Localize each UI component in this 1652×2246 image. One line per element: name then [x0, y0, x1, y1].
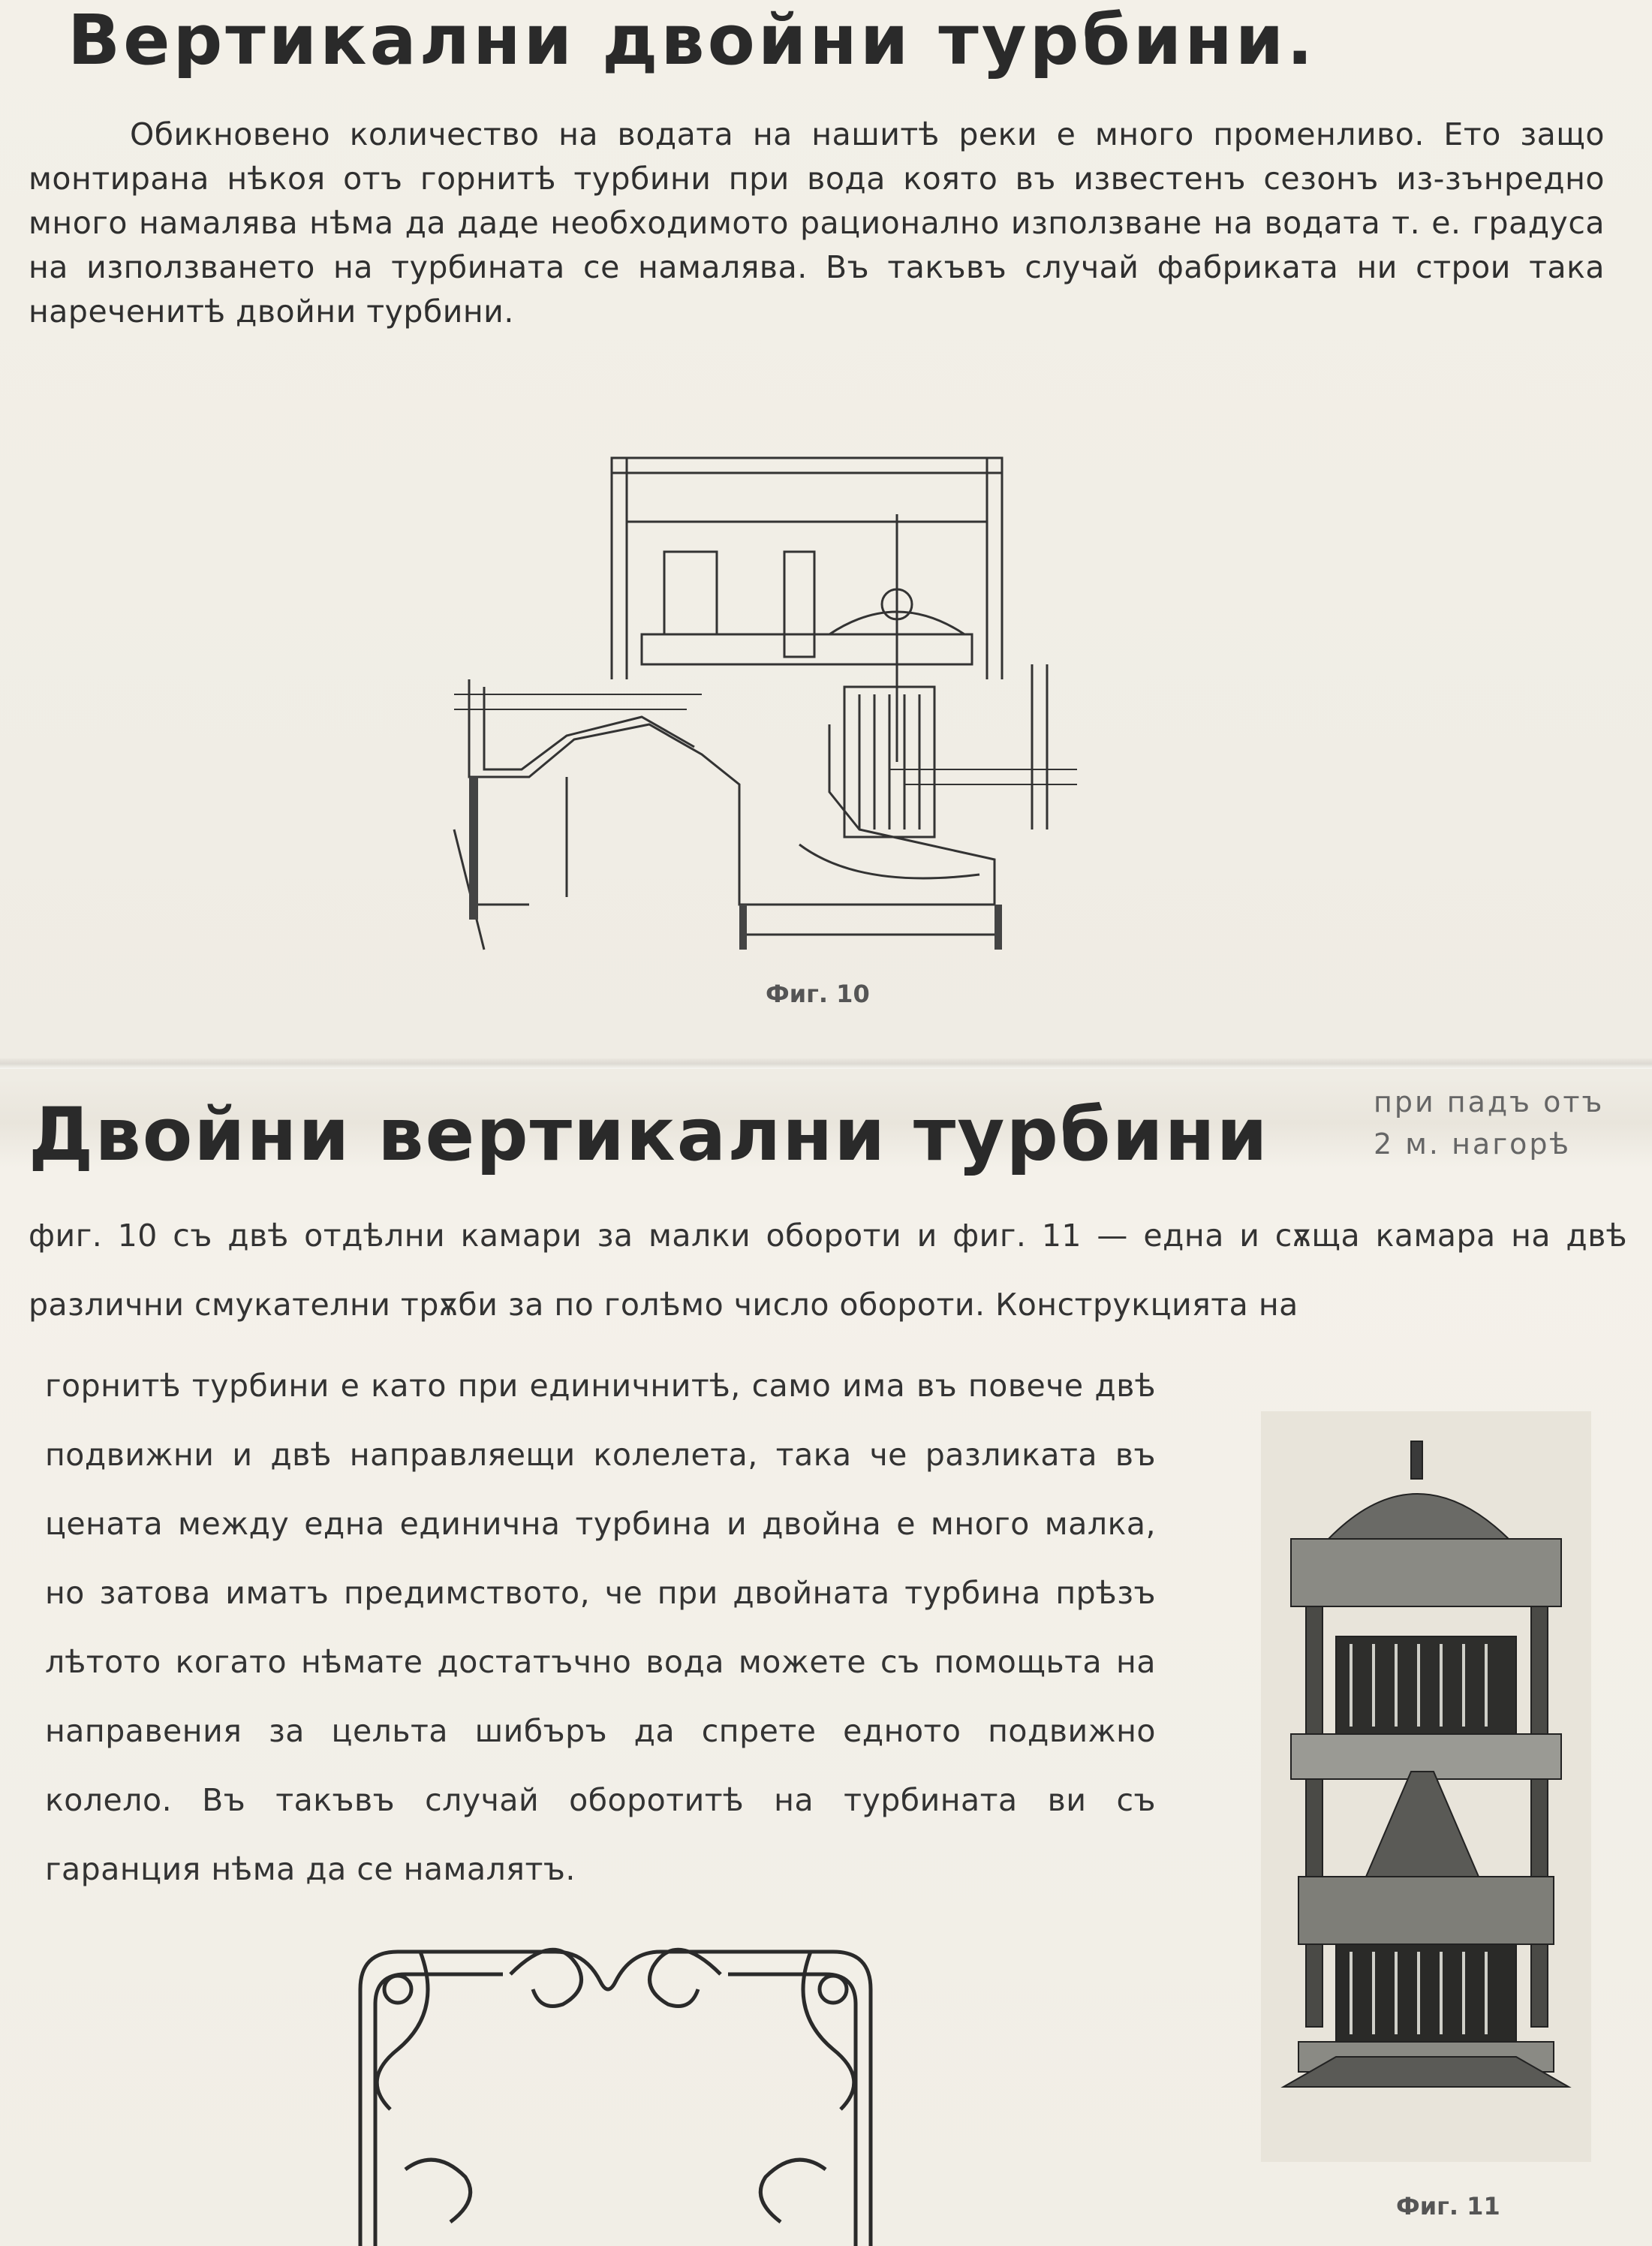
figure-11-caption: Фиг. 11: [1396, 2192, 1500, 2220]
figure-10-caption: Фиг. 10: [766, 980, 870, 1008]
decorative-ornament-frame: [330, 1922, 901, 2246]
section2-paragraph-narrow: горнитѣ турбини е като при единичнитѣ, само има въ повече двѣ подвижни и двѣ направляещи колелета, така че разликата въ цената между една единична турбина и двойна е много малка, но затова иматъ предимството, че при двойната турбина прѣзъ лѣтото когато нѣмате достатъчно вода можете съ помощьта на направения за цельта шибъръ да спрете едното подвижно колело. Въ такъвъ случай оборотитѣ на турбината ви съ гаранция нѣма да се намалятъ.: [45, 1368, 1156, 1887]
section1-paragraph: Обикновено количество на водата на нашитѣ реки е много променливо. Ето защо монтирана нѣкоя отъ горнитѣ турбини при вода която въ известенъ сезонъ из-зънредно много намалява нѣма да даде необходимото рационално използване на водата т. е. градуса на използването на турбината се намалява. Въ такъвъ случай фабриката ни строи така нареченитѣ двойни турбини.: [29, 116, 1605, 330]
section2-paragraph-full: фиг. 10 съ двѣ отдѣлни камари за малки обороти и фиг. 11 — една и сѫща камара на двѣ различни смукателни трѫби за по голѣмо число обороти. Конструкцията на: [29, 1218, 1627, 1323]
section2-title: Двойни вертикални турбини: [29, 1092, 1269, 1177]
section2-side-note: при падъ отъ 2 м. нагорѣ: [1374, 1085, 1605, 1161]
section1-title: Вертикални двойни турбини.: [68, 0, 1316, 80]
paper-fold: [0, 1058, 1652, 1069]
figure-11-double-turbine-photo: [1261, 1411, 1591, 2162]
figure-10-turbine-house-drawing: [439, 439, 1148, 965]
